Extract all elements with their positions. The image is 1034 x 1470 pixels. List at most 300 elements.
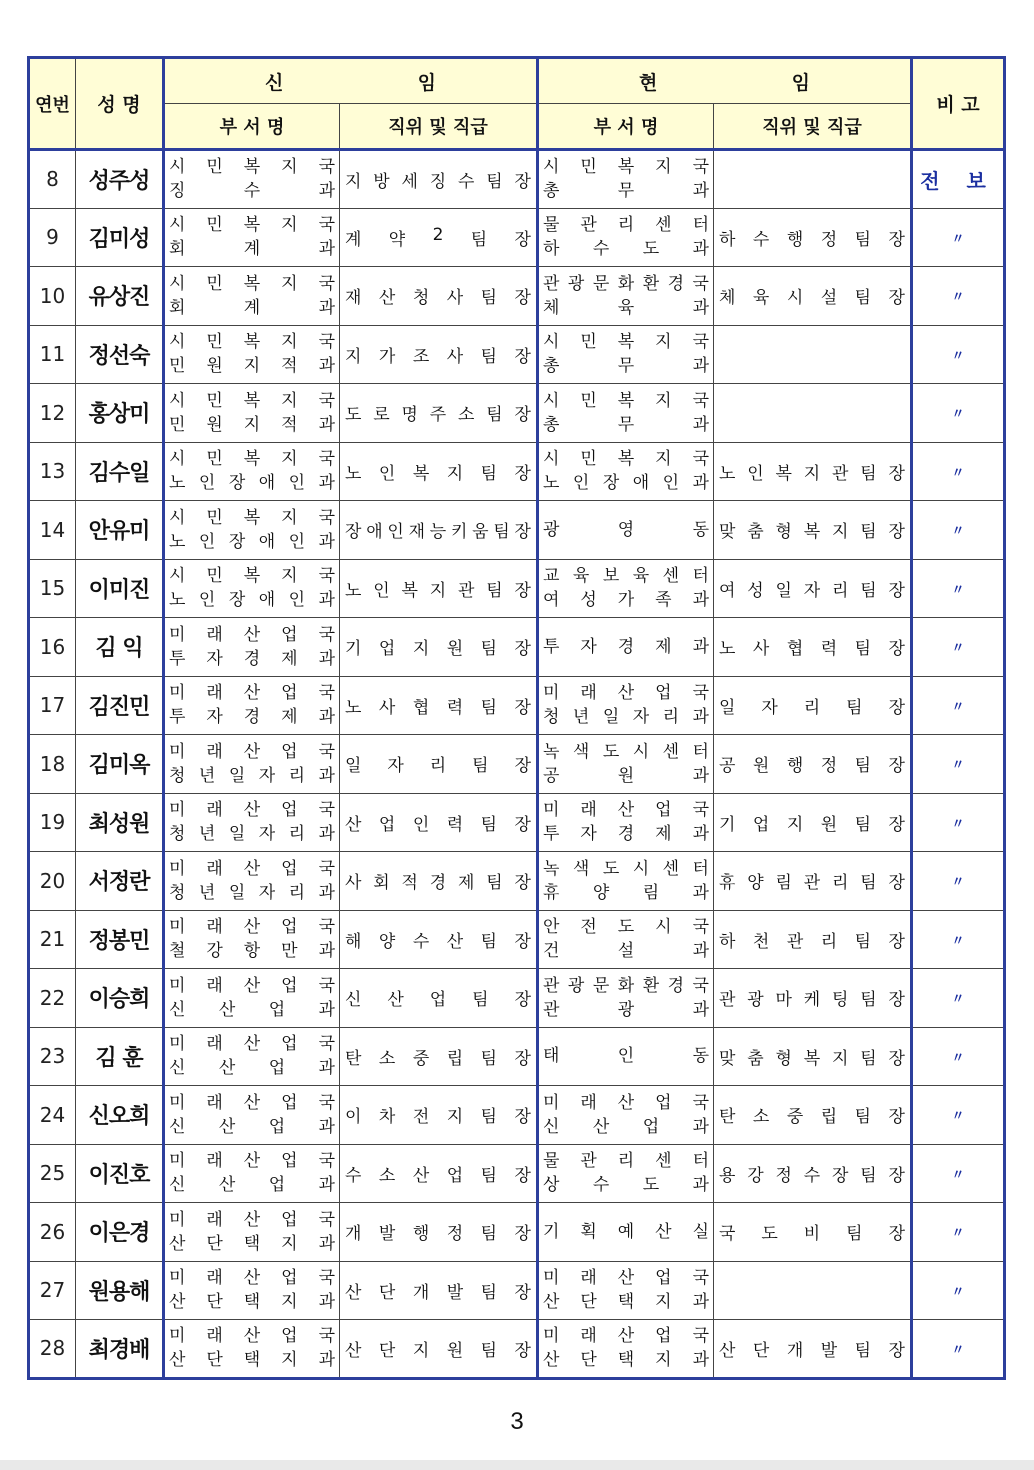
new-department-line: 미 래 산 업 국 (169, 1326, 335, 1347)
new-position (340, 384, 538, 443)
current-department-line: 관 광 과 (543, 999, 709, 1020)
new-department-line: 산 단 택 지 과 (169, 1292, 335, 1313)
header-name: 성 명 (76, 58, 164, 150)
person-name: 이승희 (76, 969, 164, 1028)
new-position (340, 1144, 538, 1203)
new-department (164, 793, 340, 852)
new-department (164, 559, 340, 618)
current-department-line: 건 설 과 (543, 941, 709, 962)
new-department-line: 산 단 택 지 과 (169, 1350, 335, 1371)
new-department-line: 청 년 일 자 리 과 (169, 765, 335, 786)
current-position-text: 맞 춤 형 복 지 팀 장 (719, 522, 905, 543)
table-row (29, 1320, 1005, 1379)
current-position-text: 노 인 복 지 관 팀 장 (719, 463, 905, 484)
current-department-line: 청 년 일 자 리 과 (543, 707, 709, 728)
person-name: 이미진 (76, 559, 164, 618)
current-position (714, 618, 912, 677)
current-department-line: 총 무 과 (543, 414, 709, 435)
current-department-line: 관 광 문 화 환 경 국 (543, 975, 709, 996)
current-department (538, 1144, 714, 1203)
page-number: 3 (510, 1408, 524, 1435)
new-department-line: 신 산 업 과 (169, 1175, 335, 1196)
note: 〃 (912, 325, 1005, 384)
note: 〃 (912, 852, 1005, 911)
new-department-line: 청 년 일 자 리 과 (169, 882, 335, 903)
table-row (29, 325, 1005, 384)
current-position-text: 하 천 관 리 팀 장 (719, 931, 905, 952)
table-row (29, 969, 1005, 1028)
current-position (714, 325, 912, 384)
current-department (538, 559, 714, 618)
new-department-line: 미 래 산 업 국 (169, 1151, 335, 1172)
current-department-line: 미 래 산 업 국 (543, 683, 709, 704)
new-department-line: 미 래 산 업 국 (169, 917, 335, 938)
row-number: 23 (29, 1027, 76, 1086)
new-department (164, 1144, 340, 1203)
table-row (29, 852, 1005, 911)
table-header (29, 58, 1005, 150)
new-position-text: 장 애 인 재 능 키 움 팀 장 (345, 522, 531, 543)
new-position (340, 267, 538, 326)
current-department-line: 녹 색 도 시 센 터 (543, 858, 709, 879)
current-position (714, 208, 912, 267)
person-name: 안유미 (76, 501, 164, 560)
note: 〃 (912, 969, 1005, 1028)
new-position (340, 325, 538, 384)
note: 〃 (912, 735, 1005, 794)
current-position-text: 관 광 마 케 팅 팀 장 (719, 990, 905, 1011)
note: 〃 (912, 267, 1005, 326)
current-department (538, 676, 714, 735)
note: 〃 (912, 1144, 1005, 1203)
current-department (538, 501, 714, 560)
new-department (164, 852, 340, 911)
current-department-line: 녹 색 도 시 센 터 (543, 741, 709, 762)
note: 전 보 (912, 150, 1005, 209)
current-position (714, 969, 912, 1028)
current-department (538, 384, 714, 443)
current-position-text: 일 자 리 팀 장 (719, 697, 905, 718)
new-department (164, 1261, 340, 1320)
new-department (164, 150, 340, 209)
new-department-line: 미 래 산 업 국 (169, 624, 335, 645)
new-department (164, 442, 340, 501)
current-position-text: 용 강 정 수 장 팀 장 (719, 1165, 905, 1186)
row-number: 17 (29, 676, 76, 735)
header-new (164, 58, 538, 104)
person-name: 이은경 (76, 1203, 164, 1262)
person-name: 정봉민 (76, 910, 164, 969)
header-note: 비 고 (912, 58, 1005, 150)
new-department-line: 시 민 복 지 국 (169, 449, 335, 470)
current-department (538, 735, 714, 794)
person-name: 원용해 (76, 1261, 164, 1320)
note: 〃 (912, 384, 1005, 443)
new-position-text: 일 자 리 팀 장 (345, 756, 531, 777)
note: 〃 (912, 559, 1005, 618)
current-department (538, 267, 714, 326)
table-row (29, 1261, 1005, 1320)
current-position-text: 탄 소 중 립 팀 장 (719, 1107, 905, 1128)
table-row (29, 793, 1005, 852)
new-department-line: 시 민 복 지 국 (169, 215, 335, 236)
new-position-text: 탄 소 중 립 팀 장 (345, 1048, 531, 1069)
person-name: 김미성 (76, 208, 164, 267)
new-department (164, 735, 340, 794)
current-department-line: 안 전 도 시 국 (543, 917, 709, 938)
new-department-line: 산 단 택 지 과 (169, 1233, 335, 1254)
current-position (714, 1086, 912, 1145)
row-number: 15 (29, 559, 76, 618)
header-no: 연번 (29, 58, 76, 150)
current-position (714, 1027, 912, 1086)
current-department-line: 미 래 산 업 국 (543, 1092, 709, 1113)
table-row (29, 208, 1005, 267)
new-position-text: 노 인 복 지 관 팀 장 (345, 580, 531, 601)
current-position (714, 852, 912, 911)
new-position (340, 735, 538, 794)
current-position (714, 384, 912, 443)
current-department-line: 총 무 과 (543, 181, 709, 202)
current-department (538, 1261, 714, 1320)
new-department-line: 철 강 항 만 과 (169, 941, 335, 962)
new-department-line: 미 래 산 업 국 (169, 975, 335, 996)
row-number: 21 (29, 910, 76, 969)
new-department-line: 신 산 업 과 (169, 999, 335, 1020)
new-department-line: 미 래 산 업 국 (169, 1268, 335, 1289)
new-position-text: 사 회 적 경 제 팀 장 (345, 873, 531, 894)
new-department-line: 미 래 산 업 국 (169, 800, 335, 821)
table-row (29, 559, 1005, 618)
new-department (164, 325, 340, 384)
person-name: 정선숙 (76, 325, 164, 384)
table-row (29, 267, 1005, 326)
note: 〃 (912, 501, 1005, 560)
new-department-line: 청 년 일 자 리 과 (169, 824, 335, 845)
new-department (164, 1203, 340, 1262)
current-department-line: 교 육 보 육 센 터 (543, 566, 709, 587)
current-position (714, 676, 912, 735)
row-number: 13 (29, 442, 76, 501)
new-department-line: 시 민 복 지 국 (169, 507, 335, 528)
current-position (714, 150, 912, 209)
current-department-line: 공 원 과 (543, 765, 709, 786)
new-department-line: 미 래 산 업 국 (169, 858, 335, 879)
header-new-1: 신 (265, 71, 284, 94)
person-name: 유상진 (76, 267, 164, 326)
row-number: 25 (29, 1144, 76, 1203)
current-position (714, 442, 912, 501)
header-current-position: 직위 및 직급 (714, 104, 912, 150)
new-position-text: 산 단 지 원 팀 장 (345, 1340, 531, 1361)
person-name: 신오희 (76, 1086, 164, 1145)
current-position-text: 체 육 시 설 팀 장 (719, 288, 905, 309)
table-row (29, 735, 1005, 794)
current-department-line: 노 인 장 애 인 과 (543, 473, 709, 494)
current-position (714, 910, 912, 969)
new-department-line: 회 계 과 (169, 239, 335, 260)
new-position (340, 442, 538, 501)
person-name: 최경배 (76, 1320, 164, 1379)
new-department-line: 시 민 복 지 국 (169, 332, 335, 353)
header-new-position: 직위 및 직급 (340, 104, 538, 150)
current-department (538, 793, 714, 852)
header-current-1: 현 (639, 71, 658, 94)
current-department-line: 태 인 동 (543, 1046, 709, 1067)
current-department (538, 618, 714, 677)
current-position (714, 267, 912, 326)
new-department-line: 민 원 지 적 과 (169, 414, 335, 435)
new-department (164, 910, 340, 969)
current-department (538, 969, 714, 1028)
current-position-text: 공 원 행 정 팀 장 (719, 756, 905, 777)
new-position (340, 1027, 538, 1086)
person-name: 김수일 (76, 442, 164, 501)
note: 〃 (912, 676, 1005, 735)
new-position (340, 501, 538, 560)
new-position-text: 수 소 산 업 팀 장 (345, 1165, 531, 1186)
new-position (340, 618, 538, 677)
row-number: 22 (29, 969, 76, 1028)
current-department-line: 체 육 과 (543, 297, 709, 318)
new-position (340, 1086, 538, 1145)
new-position (340, 969, 538, 1028)
note: 〃 (912, 442, 1005, 501)
table-row (29, 1027, 1005, 1086)
current-department (538, 1086, 714, 1145)
current-department-line: 미 래 산 업 국 (543, 800, 709, 821)
current-position-text: 기 업 지 원 팀 장 (719, 814, 905, 835)
header-current (538, 58, 912, 104)
person-name: 김미옥 (76, 735, 164, 794)
note: 〃 (912, 1261, 1005, 1320)
current-department (538, 1027, 714, 1086)
person-name: 서정란 (76, 852, 164, 911)
new-position-text: 노 인 복 지 팀 장 (345, 463, 531, 484)
row-number: 20 (29, 852, 76, 911)
note: 〃 (912, 618, 1005, 677)
current-department-line: 상 수 도 과 (543, 1175, 709, 1196)
current-position (714, 559, 912, 618)
row-number: 27 (29, 1261, 76, 1320)
row-number: 14 (29, 501, 76, 560)
current-position-text: 휴 양 림 관 리 팀 장 (719, 873, 905, 894)
new-department (164, 1320, 340, 1379)
current-position (714, 1320, 912, 1379)
current-department (538, 208, 714, 267)
current-department-line: 기 획 예 산 실 (543, 1221, 709, 1242)
new-position-text: 재 산 청 사 팀 장 (345, 288, 531, 309)
new-department (164, 1086, 340, 1145)
new-position (340, 793, 538, 852)
row-number: 26 (29, 1203, 76, 1262)
new-position-text: 노 사 협 력 팀 장 (345, 697, 531, 718)
current-position-text: 여 성 일 자 리 팀 장 (719, 580, 905, 601)
current-department-line: 총 무 과 (543, 356, 709, 377)
current-department-line: 관 광 문 화 환 경 국 (543, 273, 709, 294)
row-number: 18 (29, 735, 76, 794)
current-position-text: 산 단 개 발 팀 장 (719, 1340, 905, 1361)
new-position-text: 신 산 업 팀 장 (345, 990, 531, 1011)
table-body (29, 150, 1005, 1379)
table-row (29, 618, 1005, 677)
table-row (29, 1203, 1005, 1262)
note: 〃 (912, 1027, 1005, 1086)
personnel-table (27, 56, 1006, 1380)
new-position (340, 1261, 538, 1320)
row-number: 11 (29, 325, 76, 384)
new-department-line: 시 민 복 지 국 (169, 566, 335, 587)
new-department-line: 신 산 업 과 (169, 1058, 335, 1079)
current-position-text: 맞 춤 형 복 지 팀 장 (719, 1048, 905, 1069)
new-position (340, 559, 538, 618)
current-position (714, 1203, 912, 1262)
new-department (164, 267, 340, 326)
table-row (29, 150, 1005, 209)
new-position (340, 1320, 538, 1379)
header-new-dept: 부 서 명 (164, 104, 340, 150)
current-department (538, 852, 714, 911)
personnel-table-container (27, 56, 1003, 1380)
new-position (340, 208, 538, 267)
note: 〃 (912, 208, 1005, 267)
current-position (714, 1144, 912, 1203)
current-department-line: 하 수 도 과 (543, 239, 709, 260)
current-department-line: 시 민 복 지 국 (543, 157, 709, 178)
new-department-line: 투 자 경 제 과 (169, 648, 335, 669)
row-number: 24 (29, 1086, 76, 1145)
new-position-text: 이 차 전 지 팀 장 (345, 1107, 531, 1128)
current-department-line: 여 성 가 족 과 (543, 590, 709, 611)
table-row (29, 384, 1005, 443)
new-position-text: 지 방 세 징 수 팀 장 (345, 171, 531, 192)
new-position (340, 676, 538, 735)
new-position-text: 산 업 인 력 팀 장 (345, 814, 531, 835)
current-department-line: 투 자 경 제 과 (543, 636, 709, 657)
current-position (714, 501, 912, 560)
header-current-dept: 부 서 명 (538, 104, 714, 150)
current-position (714, 793, 912, 852)
current-department (538, 1320, 714, 1379)
row-number: 12 (29, 384, 76, 443)
new-position-text: 산 단 개 발 팀 장 (345, 1282, 531, 1303)
new-position-text: 계 약 2 팀 장 (345, 224, 531, 250)
row-number: 28 (29, 1320, 76, 1379)
new-position-text: 도 로 명 주 소 팀 장 (345, 405, 531, 426)
current-department (538, 1203, 714, 1262)
new-position-text: 해 양 수 산 팀 장 (345, 931, 531, 952)
new-position (340, 150, 538, 209)
current-department-line: 산 단 택 지 과 (543, 1292, 709, 1313)
new-department (164, 969, 340, 1028)
current-department-line: 물 관 리 센 터 (543, 1151, 709, 1172)
person-name: 홍상미 (76, 384, 164, 443)
new-department-line: 회 계 과 (169, 297, 335, 318)
row-number: 19 (29, 793, 76, 852)
new-position-text: 지 가 조 사 팀 장 (345, 346, 531, 367)
table-row (29, 1144, 1005, 1203)
new-department-line: 미 래 산 업 국 (169, 1034, 335, 1055)
table-row (29, 1086, 1005, 1145)
new-position (340, 852, 538, 911)
new-position-text: 기 업 지 원 팀 장 (345, 639, 531, 660)
table-row (29, 910, 1005, 969)
note: 〃 (912, 793, 1005, 852)
new-department-line: 징 수 과 (169, 181, 335, 202)
note: 〃 (912, 910, 1005, 969)
person-name: 최성원 (76, 793, 164, 852)
new-department (164, 676, 340, 735)
header-new-2: 임 (417, 71, 436, 94)
new-department-line: 민 원 지 적 과 (169, 356, 335, 377)
current-department (538, 442, 714, 501)
new-department-line: 신 산 업 과 (169, 1116, 335, 1137)
current-position-text: 국 도 비 팀 장 (719, 1224, 905, 1245)
row-number: 8 (29, 150, 76, 209)
current-department (538, 910, 714, 969)
new-department (164, 618, 340, 677)
new-position (340, 910, 538, 969)
row-number: 10 (29, 267, 76, 326)
current-position (714, 735, 912, 794)
note: 〃 (912, 1086, 1005, 1145)
new-department-line: 미 래 산 업 국 (169, 683, 335, 704)
new-department-line: 미 래 산 업 국 (169, 741, 335, 762)
current-department-line: 광 영 동 (543, 519, 709, 540)
new-department (164, 208, 340, 267)
person-name: 성주성 (76, 150, 164, 209)
person-name: 김 훈 (76, 1027, 164, 1086)
person-name: 김진민 (76, 676, 164, 735)
current-department-line: 미 래 산 업 국 (543, 1268, 709, 1289)
new-department-line: 시 민 복 지 국 (169, 273, 335, 294)
new-department-line: 노 인 장 애 인 과 (169, 531, 335, 552)
person-name: 김 익 (76, 618, 164, 677)
current-department-line: 물 관 리 센 터 (543, 215, 709, 236)
row-number: 9 (29, 208, 76, 267)
current-department-line: 산 단 택 지 과 (543, 1350, 709, 1371)
table-row (29, 501, 1005, 560)
note: 〃 (912, 1203, 1005, 1262)
new-department (164, 1027, 340, 1086)
table-row (29, 676, 1005, 735)
new-department-line: 노 인 장 애 인 과 (169, 473, 335, 494)
header-current-2: 임 (791, 71, 810, 94)
new-department (164, 501, 340, 560)
new-department-line: 노 인 장 애 인 과 (169, 590, 335, 611)
current-position-text: 하 수 행 정 팀 장 (719, 229, 905, 250)
new-position-text: 개 발 행 정 팀 장 (345, 1224, 531, 1245)
current-department (538, 150, 714, 209)
new-department-line: 미 래 산 업 국 (169, 1092, 335, 1113)
current-department-line: 미 래 산 업 국 (543, 1326, 709, 1347)
new-position (340, 1203, 538, 1262)
current-department-line: 투 자 경 제 과 (543, 824, 709, 845)
person-name: 이진호 (76, 1144, 164, 1203)
current-department-line: 신 산 업 과 (543, 1116, 709, 1137)
current-department (538, 325, 714, 384)
bottom-band (0, 1460, 1034, 1470)
current-position-text: 노 사 협 력 팀 장 (719, 639, 905, 660)
current-department-line: 휴 양 림 과 (543, 882, 709, 903)
new-department-line: 시 민 복 지 국 (169, 157, 335, 178)
table-row (29, 442, 1005, 501)
current-department-line: 시 민 복 지 국 (543, 332, 709, 353)
current-department-line: 시 민 복 지 국 (543, 390, 709, 411)
new-department (164, 384, 340, 443)
new-department-line: 투 자 경 제 과 (169, 707, 335, 728)
row-number: 16 (29, 618, 76, 677)
